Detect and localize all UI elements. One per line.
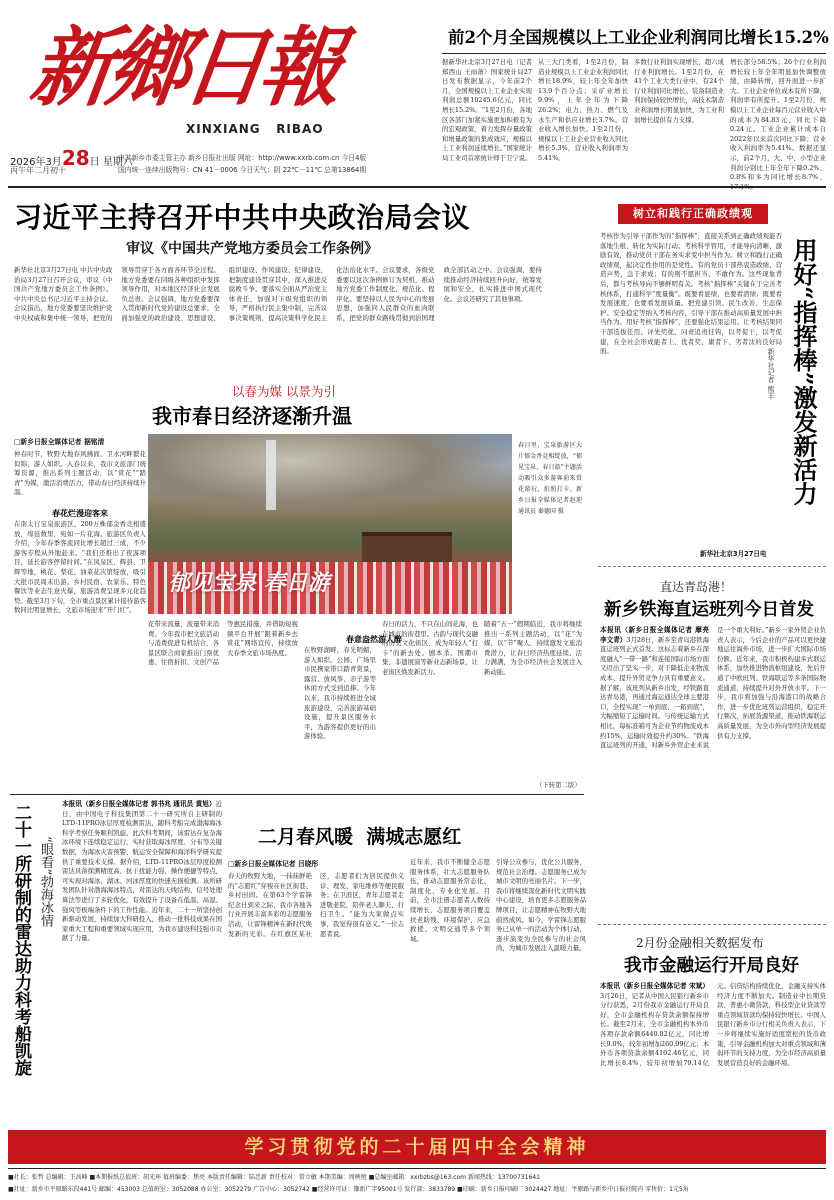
slogan-banner (8, 1130, 826, 1164)
commentary-author: 新华社记者 熊丰 (767, 348, 775, 400)
volunteer-body3: 引导公众参与，优化公共服务，规范社会治理。志愿服务已成为城市文明的亮丽名片。下一步，我市将继续深化新时代文明实践中心建设，培育更多志愿服务品牌项目，让志愿精神在牧野大地蔚然成风。如今，学雷锋志愿服务已从单一的活动为个体行动，逐步演变为全民参与的社会风尚，为城市发展注入温暖力量。 (496, 858, 586, 953)
footer-rule (8, 1168, 826, 1169)
tourism-headline: 我市春日经济逐渐升温 (152, 404, 352, 428)
lead-headline: 习近平主持召开中共中央政治局会议 (14, 201, 471, 234)
volunteer-byline (228, 858, 318, 868)
volunteer-byline-text: 新乡日报全媒体记者 吕晓彤 (234, 860, 319, 868)
commentary-label-box (618, 204, 768, 224)
photo-waterfall (266, 440, 276, 510)
masthead-lunar: 丙午年二月初十 (10, 166, 66, 175)
tourism-body5: 春日的活力，不只在山间花海，也在城市的街巷里。古韵与现代交融的历史文化街区，成为年轻人“打卡”的新去处。剧本杀、国潮市集、非遗展演等新业态新场景，让老街区焕发新活力。 (382, 620, 478, 676)
finance-body (600, 982, 826, 1124)
lead-subhead: 审议《中国共产党地方委员会工作条例》 (126, 241, 378, 257)
photo-pavilion (362, 532, 452, 562)
commentary-footer: 新华社北京3月27日电 (700, 550, 767, 558)
rail-top-rule (598, 566, 826, 567)
tourism-byline-text: 新乡日报全媒体记者 据铭清 (20, 438, 105, 446)
tourism-subhead1: 春花烂漫迎客来 (52, 508, 108, 518)
date-suffix: 日 星期六 (89, 157, 133, 168)
tourism-body2: 在南太行宝泉旅游区，200万株郁金香竞相盛放，绵延数里，宛如一片花海。旅游区负责人介绍，今年春季客流同比增长超过三成，不少游客专程从外地赶来。“我们还推出了夜游项目，延长游客停留时间。”在凤泉区、辉县、卫辉等地，桃花、梨花、油菜花次第绽放，吸引大批市民周末出游。乡村民宿、农家乐、特色餐饮等业态生意火爆，旅游消费呈现多元化趋势。截至3月下旬，全市重点景区累计接待游客数同比明显增长，文旅市场迎来“开门红”。 (14, 520, 146, 615)
newspaper-icon: □ (14, 438, 21, 446)
tech-top-rule (10, 794, 584, 795)
tourism-byline (14, 436, 144, 446)
finance-body-text: 3月26日，记者从中国人民银行新乡市分行获悉，2月份我市金融运行开局良好，全市金融机构存贷款余额保持增长。截至2月末，全市金融机构本外币各项存款余额6440.82亿元，同比增长9.0%，较年初增加260.99亿元；本外币各项贷款余额4102.46亿元，同比增长8.4%，较年初增加79.14亿元。信贷结构持续优化，金融支持实体经济力度不断加大。制造业中长期贷款、普惠小微贷款、科技型企业贷款等重点领域贷款均保持较快增长。中国人民银行新乡市分行相关负责人表示，下一步将继续实施好适度宽松的货币政策，引导金融机构加大对重点领域和薄弱环节的支持力度，为全市经济高质量发展营造良好的金融环境。 (600, 982, 826, 1067)
finance-kicker: 2月份金融相关数据发布 (636, 936, 764, 950)
masthead-divider (8, 186, 826, 188)
finance-headline: 我市金融运行开局良好 (624, 956, 799, 976)
volunteer-headline: 二月春风暖 满城志愿红 (258, 826, 462, 848)
tech-byline: 本报讯（新乡日报全媒体记者 郭书兆 通讯员 黄旭） (62, 800, 216, 808)
logo-calligraphy: 新鄉日報 (24, 17, 344, 119)
commentary-title: 用好“指挥棒”激发新活力 (789, 238, 818, 506)
photo-overlay-text: 郁见宝泉 春日游 (168, 571, 330, 596)
photo-mountain (148, 434, 512, 524)
tourism-jump: （下转第二版） (536, 781, 581, 789)
masthead-logo (8, 18, 344, 126)
rail-kicker: 直达青岛港！ (660, 580, 733, 594)
tech-body (62, 800, 222, 1124)
volunteer-body1: 春天的牧野大地，一抹抹鲜艳的“志愿红”穿梭在社区街巷、乡村田间。在第63个学雷锋纪念日到来之际，我市各地各行业开展丰富多彩的志愿服务活动，让雷锋精神在新时代焕发新的光彩。在红旗区某社区，志愿者们为居民提供义诊、理发、家电维修等便民服务；在卫滨区，青年志愿者走进敬老院，陪伴老人聊天、打扫卫生。“能为大家做点实事，我觉得很有意义。”一位志愿者说。 (228, 872, 404, 938)
tourism-kicker: 以春为媒 以景为引 (232, 384, 336, 399)
date-day: 28 (61, 146, 90, 170)
tech-subhead: “眼看”勃海冰情 (38, 836, 53, 928)
footer-line2: ■社址：新乡市平原路东段441号 邮编：453003 总值班室：3052088 办公室：3052279 广告中心：3052742 ■经营许可证：豫新广字95001号 发行部：3833789 ■印刷：新乡日报印刷厂 3024427 地址：平原路与新乡中日报社院内 零售价：1元5角 (8, 1186, 689, 1193)
tourism-caption: 春日里，宝泉旅游区大片郁金香竞相绽放，“郁见宝泉，春日游”主题活动吸引众多游客前来赏花游玩，拍照打卡。新乡日报全媒体记者赵迎 通讯员 秦德国 摄 (518, 442, 582, 515)
commentary-label: 树立和践行正确政绩观 (633, 207, 753, 220)
top-story-col4: 增长部分58.5%；26个行业利润增长较上年全年明显加快调整放缓，由降转增，回升面进一步扩大。工业企业单位成本有所下降，利润率有所提升。1至2月份，规模以上工业企业每百元营业收入中的成本为84.83元，同比下降0.24元。工业企业累计成本自2022年以来首次同比下降；营业收入利润率为5.41%。数据还显示，前2个月，大、中、小型企业利润分别比上年全年下降0.2%、0.8%和多为同比增长8.7%、 (730, 58, 826, 182)
rail-byline: 本报讯（新乡日报全媒体记者 摩亮 李文青） (600, 626, 709, 644)
tech-body-text: 近日，由中国电子科技集团第二十一研究所自主研制的LTD-11PRO冰层厚度检测雷达，随科考船完成渤海海冰科学考察任务顺利凯旋。此次科考期间，该雷达在复杂海冰环境下连续稳定运行，实时获取海冰厚度、分布等关键数据，为海冰灾害预警、航运安全保障和海洋科学研究提供了重要技术支撑。据介绍，LTD-11PRO冰层厚度检测雷达具备探测精度高、抗干扰能力强、操作便捷等特点，可实现对海冰、湖冰、河冰厚度的快速无损检测。该所研发团队针对渤海海冰特点，对雷达的天线结构、信号处理算法等进行了多轮优化，有效提升了设备在低温、高湿、强风等极端条件下的工作性能。近年来，二十一所坚持创新驱动发展，持续加大科研投入，推动一批科技成果在国家重大工程和重要领域实现应用，为我市建设科技强市贡献了力量。 (62, 800, 222, 943)
tourism-photo (148, 434, 512, 614)
finance-byline: 本报讯（新乡日报全媒体记者 宋斌） (600, 982, 709, 990)
commentary-body: 考核作为引导干部作为的“指挥棒”，直接关系到正确政绩观能否落地生根、转化为实际行动。考核科学管用，才能导向清晰、激励有效，推动党员干部在务实求变中担当作为。树立和践行正确政绩观，起决定性作用的是党性。有的党员干部热衷造政绩、营造声势，急于求成；有的则不愿担当、不敢作为。这些现象背后，都与考核导向不够鲜明有关。考核“指挥棒”关键在于完善考核体系，打通科学“度量衡”。既要看显绩，也要看潜绩；既要看发展速度，也要看发展质量。把党建引领、民生改善、生态保护、安全稳定等纳入考核内容，引导干部在推动高质量发展中担当作为。用好考核“指挥棒”，还要强化结果运用。让考核结果同干部选拔任用、评先奖优、问责追责挂钩，以考促干，以考促建，在全社会形成能者上、优者奖、庸者下、劣者汰的良好局面。 (600, 232, 782, 356)
tourism-body1: 仲春时节，牧野大地春风拂面，卫水河畔繁花似锦，游人如织。入春以来，我市文旅部门统筹资源，推出系列主题活动，以“赏花”“踏青”为媒，激活消费活力，带动春日经济持续升温。 (14, 450, 146, 497)
top-story-col1: 据新华社北京3月27日电（记者 郑西山 王雨萧）国家统计局27日发布数据显示，今年前2个月，全国规模以上工业企业实现利润总额10245.6亿元，同比增长15.2%。“1至2月份，各地区各部门加紧实施更加积极有为的宏观政策，着力发挥存量政策和增量政策的集成效应，规模以上工业利润延续增长。”国家统计局工业司首席统计师于卫宁说。 (442, 58, 532, 162)
rail-body (600, 626, 826, 920)
top-story-headline: 前2个月全国规模以上工业企业利润同比增长15.2% (448, 28, 829, 47)
footer-line1: ■社长：张哲 总编辑：王高峰 ■本期报纸总值班：胡光环 值班编委：焦亮 本版责任编辑：陆忠新 责任校对：常立敏 本期美编：周映旭 ■总编室邮箱：xxrbzbs@163.com 新闻热线：13700731641 (8, 1174, 540, 1181)
tourism-body6: 随着“五一”假期临近，我市将继续推出一系列主题活动，以“花”为媒、以“节”聚人，持续激发文旅消费潜力，让春日经济热度延续、活力满满，为全市经济社会发展注入新动能。 (484, 620, 582, 676)
masthead-info: 中共新乡市委主管主办 新乡日报社出版 网址：http://www.xxrb.com.cn 今日4版 (118, 154, 367, 162)
masthead-pinyin: XINXIANG RIBAO (186, 122, 324, 136)
rail-headline: 新乡铁海直运班列今日首发 (604, 600, 814, 620)
tourism-body3: 花带来流量，流量带来消费。今年我市把文旅活动与消费促进有机结合，各景区联合商家推出门票优惠、住宿折扣、文创产品等惠民措施，并借助短视频平台开展“跟着新乡去赏花”网络宣传，持续放大春季文旅市场热度。 (148, 620, 298, 667)
tourism-subhead2: 春意盎然游人醉 (346, 634, 402, 644)
finance-top-rule (598, 924, 826, 925)
rail-body-text: 3月28日，新乡至青岛港铁海直运班列正式首发。这标志着新乡在深度融入“一带一路”和连接国际市场方面又迈出了坚实一步，对于降低企业物流成本、提升外贸竞争力具有重要意义。据了解，该班列从新乡出发，经铁路直达青岛港，再通过海运通达全球主要港口，全程实现“一单到底、一箱到底”，大幅缩短了运输时间。与传统运输方式相比，每标准箱可为企业节约物流成本约15%，运输时效提升约30%。“铁海直运班列的开通，对新乡外贸企业来说是一个重大利好。”新乡一家外贸企业负责人表示，今后企业的产品可以更快捷地运往海外市场，进一步扩大国际市场份额。近年来，我市积极构建多式联运体系，加快推进物流枢纽建设，先后开通了中欧班列、铁海联运等多条国际物流通道，持续提升对外开放水平。下一步，我市将加强与沿海港口的战略合作，进一步优化班列运营组织，稳定开行频次，拓展货源渠道，推动铁海联运高质量发展，为全市外向型经济发展提供有力支撑。 (600, 626, 826, 750)
masthead-info2: 国内统一连续出版物号：CN 41－0006 今日天气：阴 22℃－11℃ 总第13864期 (118, 166, 367, 174)
top-story-col3: 多数行业利润实现增长，超六成行业利润增长。1至2月份，在41个工业大类行业中，有24个行业利润同比增长。装备制造业利润保持较快增长，高技术制造业利润增长明显加快，为工业利润增长提供有力支撑。 (634, 58, 724, 124)
date-prefix: 2026年3月 (10, 157, 62, 168)
top-story-rule (442, 53, 826, 54)
slogan-text: 学习贯彻党的二十届四中全会精神 (244, 1136, 590, 1158)
tech-headline: 二十一所研制的雷达助力科考船凯旋 (11, 804, 31, 1076)
tourism-body4: 在牧野湖畔，春光明媚，游人如织。公园、广场里市民携家带口踏青赏景，露营、放风筝、亲子游等休闲方式受到追捧。今年以来，我市持续推进全域旅游建设，完善旅游基础设施，提升景区服务水平，为游客提供更好的出游体验。 (304, 646, 376, 741)
volunteer-body2: 近年来，我市不断健全志愿服务体系，壮大志愿服务队伍，推动志愿服务常态化、制度化、专业化发展。目前，全市注册志愿者人数持续增长，志愿服务项目覆盖扶老助残、环境保护、应急救援、文明交通等多个领域。 (410, 858, 490, 943)
newspaper-icon-2: □ (228, 860, 235, 868)
top-story-col2: 从三大门类看，1至2月份，制造业规模以上工业企业利润同比增长18.9%，较上年全年加快13.9个百分点；采矿业增长9.9%，上年全年为下降26.2%；电力、热力、燃气及水生产和供应业增长3.7%。营业收入增长加快。1至2月份，规模以上工业企业营业收入同比增长5.3%，营业收入利润率为5.41%。 (538, 58, 628, 162)
lead-body: 新华社北京3月27日电 中共中央政治局3月27日召开会议，审议《中国共产党地方委员会工作条例》。中共中央总书记习近平主持会议。会议指出，地方党委要坚决维护党中央权威和集中统一领导，把党的领导贯穿于各方面各环节全过程。地方党委要在同级各种组织中发挥领导作用，对本地区经济社会发展负总责。会议强调，地方党委要深入贯彻新时代党的建设总要求，全面加强党的政治建设、思想建设、组织建设、作风建设、纪律建设，把制度建设贯穿其中，深入推进反腐败斗争。要落实全面从严治党主体责任，加强对下级党组织的领导，严格执行民主集中制，完善议事决策规则，提高决策科学化民主化法治化水平。会议要求，各级党委要以这次条例修订为契机，推动地方党委工作制度化、规范化、程序化。要坚持以人民为中心的发展思想，加强同人民群众的血肉联系，把党的群众路线贯彻到治国理政全部活动之中。会议强调，要持续推动经济持续回升向好，统筹发展和安全，扎实推进中国式现代化。会议还研究了其他事项。 (14, 266, 542, 322)
